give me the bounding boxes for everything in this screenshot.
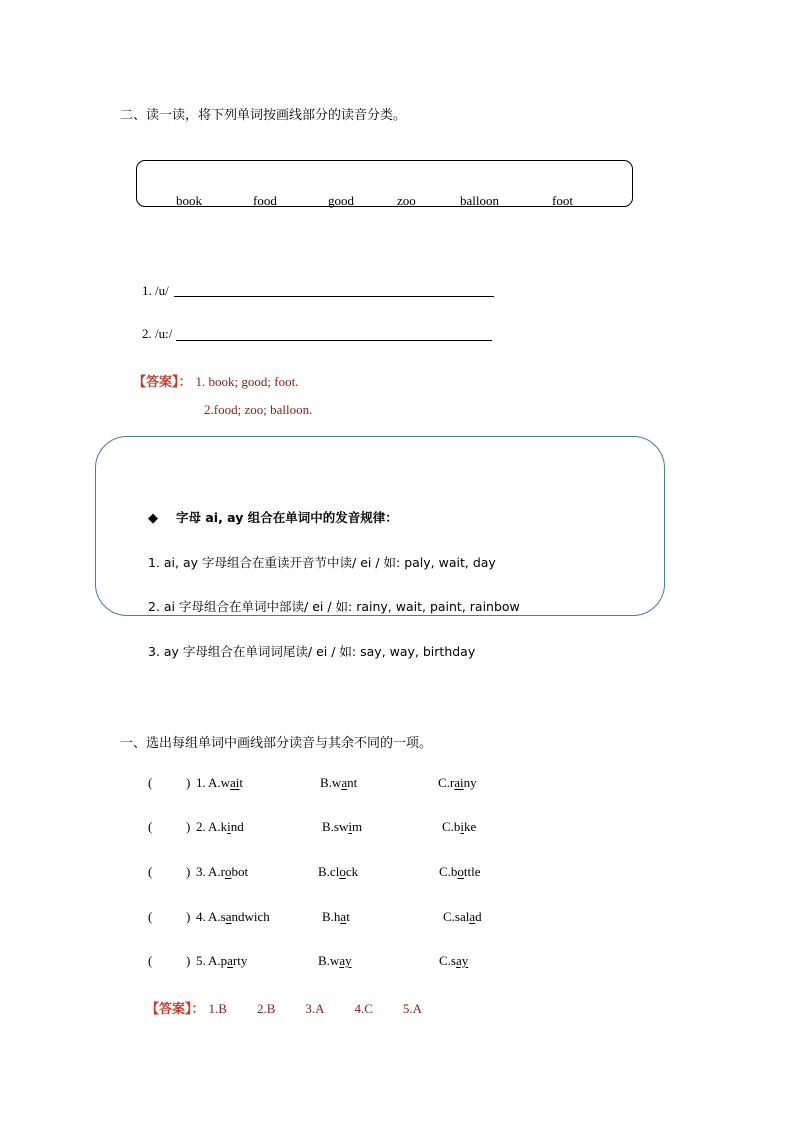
word-good: good: [328, 193, 354, 208]
question-number: 4.: [196, 909, 206, 924]
question-number: 2.: [196, 819, 206, 834]
answer-line2: 2.food; zoo; balloon.: [204, 402, 313, 417]
paren-close: ): [186, 819, 191, 834]
option-a[interactable]: A.wait: [208, 775, 244, 790]
question-row: [0, 819, 794, 839]
answer-2: 2.B: [256, 1001, 276, 1016]
rule-item-3: 3. ay 字母组合在单词词尾读/ ei / 如: say, way, birthday: [148, 644, 476, 659]
answer-label: 【答案】：: [146, 1002, 205, 1017]
option-c[interactable]: C.bike: [442, 819, 477, 834]
answer-3: 3.A: [305, 1001, 325, 1016]
option-b[interactable]: B.swim: [322, 819, 363, 834]
option-b[interactable]: B.clock: [318, 864, 359, 879]
paren-open: (: [148, 775, 153, 790]
paren-close: ): [186, 864, 191, 879]
question-row: [0, 775, 794, 795]
option-b[interactable]: B.hat: [322, 909, 350, 924]
answer-4: 4.C: [354, 1001, 373, 1016]
rule-item-2: 2. ai 字母组合在单词中部读/ ei / 如: rainy, wait, paint, rainbow: [148, 599, 520, 614]
rules-heading: [148, 508, 398, 527]
word-book: book: [176, 193, 202, 208]
rule-item-1: 1. ai, ay 字母组合在重读开音节中读/ ei / 如: paly, wait, day: [148, 555, 496, 570]
paren-open: (: [148, 909, 153, 924]
blank2-line[interactable]: [176, 340, 492, 341]
section1-title: 一、选出每组单词中画线部分读音与其余不同的一项。: [120, 736, 433, 751]
answer-1: 1.B: [208, 1001, 227, 1016]
question-row: [0, 909, 794, 929]
word-foot: foot: [552, 193, 573, 208]
question-row: [0, 953, 794, 973]
word-balloon: balloon: [460, 193, 499, 208]
blank1-line[interactable]: [174, 296, 494, 297]
paren-open: (: [148, 864, 153, 879]
word-zoo: zoo: [397, 193, 416, 208]
option-a[interactable]: A.kind: [208, 819, 244, 834]
answer-line1: 1. book; good; foot.: [195, 374, 299, 389]
option-a[interactable]: A.robot: [208, 864, 249, 879]
blank2-label: 2. /u:/: [142, 326, 173, 341]
paren-close: ): [186, 909, 191, 924]
option-c[interactable]: C.rainy: [438, 775, 477, 790]
answer-5: 5.A: [402, 1001, 423, 1016]
question-number: 5.: [196, 953, 206, 968]
rules-heading-text: 字母 ai, ay 组合在单词中的发音规律：: [176, 510, 398, 525]
word-food: food: [253, 193, 277, 208]
paren-close: ): [186, 953, 191, 968]
option-c[interactable]: C.say: [439, 953, 469, 968]
paren-open: (: [148, 819, 153, 834]
paren-close: ): [186, 775, 191, 790]
paren-open: (: [148, 953, 153, 968]
answer-label: 【答案】：: [133, 375, 192, 390]
option-b[interactable]: B.way: [318, 953, 352, 968]
blank1-label: 1. /u/: [142, 283, 169, 298]
option-c[interactable]: C.bottle: [439, 864, 481, 879]
section2-title: 二、读一读，将下列单词按画线部分的读音分类。: [120, 108, 407, 123]
section1-answer: [146, 998, 422, 1018]
question-number: 3.: [196, 864, 206, 879]
section2-answer: [133, 371, 298, 391]
question-number: 1.: [196, 775, 206, 790]
option-a[interactable]: A.sandwich: [208, 909, 270, 924]
option-b[interactable]: B.want: [320, 775, 358, 790]
option-a[interactable]: A.party: [208, 953, 248, 968]
bullet-icon: ◆: [148, 510, 158, 525]
option-c[interactable]: C.salad: [443, 909, 482, 924]
question-row: [0, 864, 794, 884]
